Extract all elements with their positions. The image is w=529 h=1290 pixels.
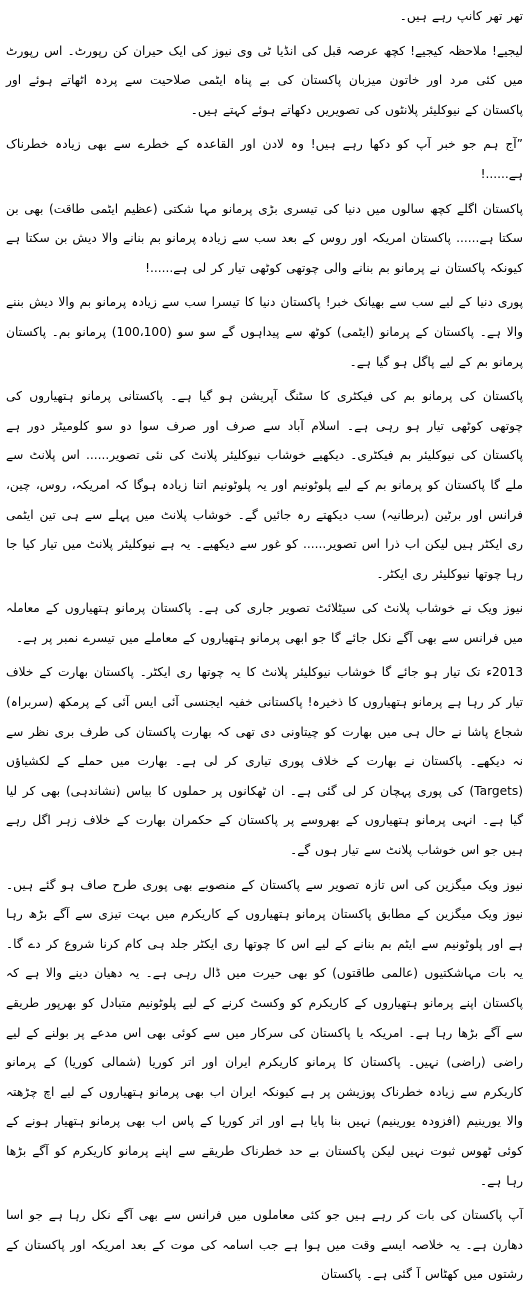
article-paragraph-7: نیوز ویک نے خوشاب پلانٹ کی سیٹلائٹ تصویر جاری کی ہے۔ پاکستان پرمانو ہتھیاروں کے معاملہ میں فرانس سے بھی آگے نکل جائے گا جو ابھی پرمانو ہتھیاروں کے معاملے میں تیسرے نمبر پر ہے۔	[6, 601, 523, 645]
article-paragraph-3: ”آج ہم جو خبر آپ کو دکھا رہے ہیں! وہ لادن اور القاعدہ کے خطرے سے بھی زیادہ خطرناک ہے......!	[6, 137, 523, 181]
article-paragraph-10: آپ پاکستان کی بات کر رہے ہیں جو کئی معاملوں میں فرانس سے بھی آگے نکل رہا ہے جو اسا دھارن ہے۔ یہ خلاصہ ایسے وقت میں ہوا ہے جب اسامہ کی موت کے بعد امریکہ اور پاکستان کے رشتوں میں کھٹاس آ گئی ہے۔ پاکستان	[6, 1208, 523, 1282]
article-paragraph-8: 2013ء تک تیار ہو جائے گا خوشاب نیوکلیئر پلانٹ کا یہ چوتھا ری ایکٹر۔ پاکستان بھارت کے خلاف تیار کر رہا ہے پرمانو ہتھیاروں کا ذخیرہ! پاکستانی خفیہ ایجنسی آئی ایس آئی کے پرمکھ (سربراہ) شجاع پاشا نے حال ہی میں بھارت کو چیتاونی دی تھی کہ بھارت پاکستان کی طرف بری نظر سے نہ دیکھے۔ پاکستان نے بھارت کے خلاف پوری تیاری کر لی ہے۔ بھارت میں حملے کے لکشیاؤں (Targets) کی پوری پہچان کر لی گئی ہے۔ ان ٹھکانوں پر حملوں کا بیاس (نشاندہی) بھی کر لیا گیا ہے۔ انہی پرمانو ہتھیاروں کے بھروسے پر پاکستان کے حکمران بھارت کے خلاف زہر اگل رہے ہیں جو اس خوشاب پلانٹ سے تیار ہوں گے۔	[6, 665, 523, 858]
article-paragraph-5: پوری دنیا کے لیے سب سے بھیانک خبر! پاکستان دنیا کا تیسرا سب سے زیادہ پرمانو بم والا دیش بننے والا ہے۔ پاکستان کے پرمانو (ایٹمی) کوٹھ سے پیداہوں گے سو سو (100،100) پرمانو بم۔ پاکستان پرمانو بم کے لیے پاگل ہو گیا ہے۔	[6, 295, 523, 369]
article-paragraph-1: تھر تھر کانپ رہے ہیں۔	[399, 9, 523, 23]
article-paragraph-4: پاکستان اگلے کچھ سالوں میں دنیا کی تیسری بڑی پرمانو مہا شکتی (عظیم ایٹمی طاقت) بھی بن سکتا ہے...... پاکستان امریکہ اور روس کے بعد سب سے زیادہ پرمانو بم بنانے والا دیش بن سکتا ہے کیونکہ پاکستان نے پرمانو بم بنانے والی چوتھی کوٹھی تیار کر لی ہے......!	[6, 201, 523, 275]
article-paragraph-9: نیوز ویک میگزین کی اس تازہ تصویر سے پاکستان کے منصوبے بھی پوری طرح صاف ہو گئے ہیں۔ نیوز ویک میگزین کے مطابق پاکستان پرمانو ہتھیاروں کے کاریکرم میں بہت تیزی سے آگے بڑھ رہا ہے اور پلوٹونیم سے ایٹم بم بنانے کے لیے اس کا چوتھا ری ایکٹر جلد ہی کام کرنا شروع کر دے گا۔ یہ بات مہاشکتیوں (عالمی طاقتوں) کو بھی حیرت میں ڈال رہی ہے۔ یہ دھیان دینے والا ہے کہ پاکستان اپنے پرمانو ہتھیاروں کے کاریکرم کو وکسٹ کرنے کے لیے پلوٹونیم متبادل کو بھرپور طریقے سے آگے بڑھا رہا ہے۔ امریکہ یا پاکستان کی سرکار میں سے کوئی بھی اس مدعے پر بولنے کے لیے راضی (راضی) نہیں۔ پاکستان کا پرمانو کاریکرم ایران اور اتر کوریا (شمالی کوریا) کے پرمانو کاریکرم سے زیادہ خطرناک پوزیشن پر ہے کیونکہ ایران اب بھی پرمانو ہتھیاروں کے لیے اچ چڑھتہ والا یورینیم (افزودہ یورینیم) نہیں بنا پایا ہے اور اتر کوریا کے پاس اب بھی پرمانو ہتھیار ہونے کے کوئی ٹھوس ثبوت نہیں لیکن پاکستان بے حد خطرناک طریقے سے اپنے پرمانو کاریکرم کو آگے بڑھا رہا ہے۔	[6, 877, 523, 1188]
article-paragraph-2: لیجیے! ملاحظہ کیجیے! کچھ عرصہ قبل کی انڈیا ٹی وی نیوز کی ایک حیران کن رپورٹ۔ اس رپورٹ میں کئی مرد اور خاتون میزبان پاکستان کی بے پناہ ایٹمی صلاحیت سے پردہ اٹھاتے ہوئے اور پاکستان کے نیوکلیئر پلانٹوں کی تصویریں دکھاتے ہوئے کہتے ہیں۔	[6, 43, 523, 117]
article-paragraph-6: پاکستان کی پرمانو بم کی فیکٹری کا سٹنگ آپریشن ہو گیا ہے۔ پاکستانی پرمانو ہتھیاروں کی چوتھی کوٹھی تیار ہو رہی ہے۔ اسلام آباد سے صرف اور صرف سوا دو سو کلومیٹر دور ہے پاکستان کی نیوکلیئر بم فیکٹری۔ دیکھیے خوشاب نیوکلیئر پلانٹ کی نئی تصویر...... اس پلانٹ سے ملے گا پاکستان کو پرمانو بم کے لیے پلوٹونیم اور یہ پلوٹونیم اتنا زیادہ ہوگا کہ امریکہ، روس، چین، فرانس اور برٹین (برطانیہ) سب دیکھتے رہ جائیں گے۔ خوشاب پلانٹ میں پہلے سے ہی تین ایٹمی ری ایکٹر ہیں لیکن اب ذرا اس تصویر...... کو غور سے دیکھیے۔ یہ ہے نیوکلیئر پلانٹ میں تیار کیا جا رہا چوتھا نیوکلیئر ری ایکٹر۔	[6, 389, 524, 581]
